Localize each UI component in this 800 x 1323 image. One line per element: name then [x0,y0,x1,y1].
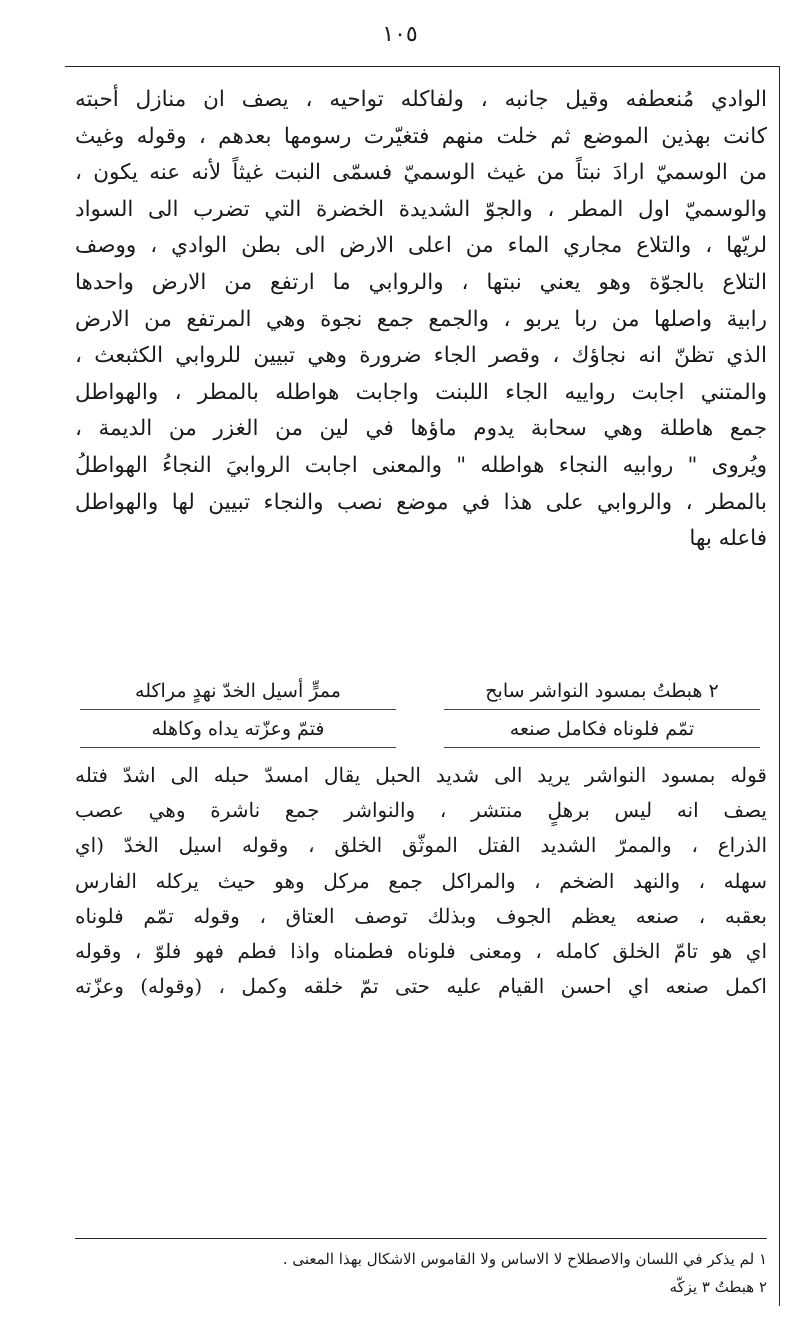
text-line: كانت بهذين الموضع ثم خلت منهم فتغيّرت رسومها بعدهم ، وقوله وغيث [75,123,767,149]
text-line: والمتني اجابت رواييه الجاء اللبنت واجابت هواطله بالمطر ، والهواطل [75,379,767,405]
commentary-line: اي هو تامّ الخلق كامله ، ومعنى فلوناه فطمناه واذا فطم فهو فلوّ ، وقوله [75,938,767,963]
text-line: فاعله بها [689,526,767,552]
commentary-line: قوله بمسود النواشر يريد الى شديد الحبل يقال امسدّ حبله الى اشدّ فتله [75,763,767,787]
text-line: جمع هاطلة وهي سحابة يدوم ماؤها في لين من الغزر من الديمة ، [75,416,767,442]
text-line: من الوسميّ ارادَ نبتاً من غيث الوسميّ فسمّى النبت غيثاً لأنه عنه يكون ، [75,160,767,186]
footnote-mark: ٢ [708,680,719,702]
commentary-text [75,758,767,1004]
commentary-line: بعقبه ، صنعه يعظم الجوف وبذلك توصف العتاق ، وقوله تمّم فلوناه [75,903,767,928]
text-line: والوسميّ اول المطر ، والجوّ الشديدة الخضرة التي تضرب الى السواد [75,196,767,222]
text-line: الوادي مُنعطفه وقيل جانبه ، ولفاكله تواحيه ، يصف ان منازل أحبته [75,87,767,112]
text-line: رابية واصلها من ربا يربو ، والجمع جمع نجوة وهي المرتفع من الارض [75,306,767,332]
footnote: ١ لم يذكر في اللسان والاصطلاح لا الاساس ولا القاموس الاشكال بهذا المعنى . [282,1250,767,1268]
text-line: التلاع بالجوّة وهو يعني نبتها ، والروابي ما ارتفع من الارض واحدها [75,269,767,295]
poem-verses [80,672,760,748]
text-line: بالمطر ، والروابي على هذا في موضع نصب والنجاء تبيين لها والهواطل [75,489,767,515]
verse [80,710,760,748]
commentary-line: الذراع ، والممرّ الشديد الفتل الموثّق الخلق ، وقوله اسيل الخدّ (اي [75,833,767,858]
commentary-line: يصف انه ليس برهلٍ منتشر ، والنواشر جمع ناشرة وهي عصب [75,798,767,823]
commentary-line: اكمل صنعه اي احسن القيام عليه حتى تمّ خلقه وكمل ، (وقوله) وعزّته [75,974,767,999]
text-line: الذي تظنّ انه نجاؤك ، وقصر الجاء ضرورة وهي تبيين للروابي الكثبعث ، [75,343,767,369]
main-text [75,82,767,558]
verse-second-hemistich: فتمّ وعزّته يداه وكاهله [80,710,396,748]
verse-first-hemistich: تمّم فلوناه فكامل صنعه [444,710,760,748]
page-number: ١٠٥ [382,22,418,47]
commentary-line: سهله ، والنهد الضخم ، والمراكل جمع مركل وهو حيث يركله الفارس [75,868,767,893]
verse-second-hemistich: ممرٍّ أسيل الخدّ نهدٍ مراكله [80,672,396,710]
text-line: ويُروى " روابيه النجاء هواطله " والمعنى اجابت الروابيَ النجاءُ الهواطلُ [75,452,767,478]
footnote: ٢ هبطتُ ٣ يزكّه [669,1278,767,1296]
footnotes [75,1245,767,1301]
text-line: لريّها ، والتلاع مجاري الماء من اعلى الارض الى بطن الوادي ، ووصف [75,233,767,259]
footnote-divider [75,1238,767,1239]
verse-first-hemistich: ٢ هبطتُ بمسود النواشر سابح [444,672,760,710]
verse [80,672,760,710]
